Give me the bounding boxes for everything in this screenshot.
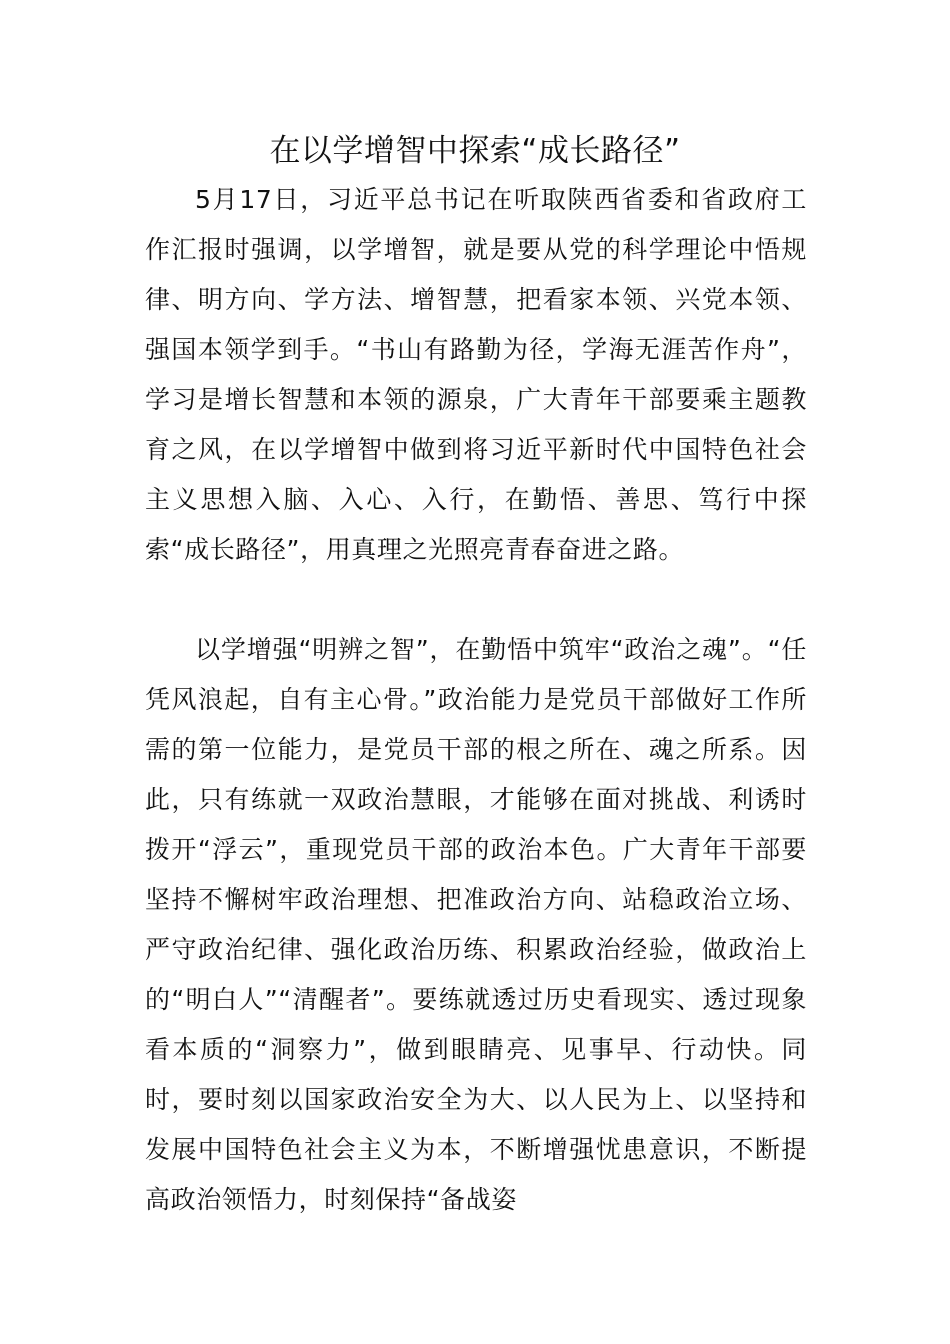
document-title: 在以学增智中探索“成长路径”	[269, 133, 681, 169]
paragraph-2: 以学增强“明辨之智”，在勤悟中筑牢“政治之魂”。“任凭风浪起，自有主心骨。”政治能力是党员干部做好工作所需的第一位能力，是党员干部的根之所在、魂之所系。因此，只有练就一双政治慧眼，才能够在面对挑战、利诱时拨开“浮云”，重现党员干部的政治本色。广大青年干部要坚持不懈树牢政治理想、把准政治方向、站稳政治立场、严守政治纪律、强化政治历练、积累政治经验，做政治上的“明白人”“清醒者”。要练就透过历史看现实、透过现象看本质的“洞察力”，做到眼睛亮、见事早、行动快。同时，要时刻以国家政治安全为大、以人民为上、以坚持和发展中国特色社会主义为本，不断增强忧患意识，不断提高政治领悟力，时刻保持“备战姿	[145, 635, 807, 1214]
paragraph-1: 5月17日，习近平总书记在听取陕西省委和省政府工作汇报时强调，以学增智，就是要从党的科学理论中悟规律、明方向、学方法、增智慧，把看家本领、兴党本领、强国本领学到手。“书山有路勤为径，学海无涯苦作舟”，学习是增长智慧和本领的源泉，广大青年干部要乘主题教育之风，在以学增智中做到将习近平新时代中国特色社会主义思想入脑、入心、入行，在勤悟、善思、笃行中探索“成长路径”，用真理之光照亮青春奋进之路。	[145, 185, 807, 564]
